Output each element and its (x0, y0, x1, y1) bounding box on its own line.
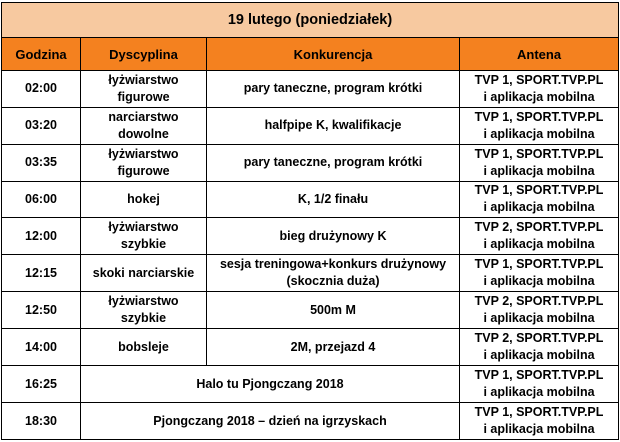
channel-cell (460, 218, 619, 255)
event-cell (207, 107, 460, 144)
table-row (2, 218, 619, 255)
cell-line: szybkie (120, 237, 167, 252)
cell-line: TVP 1, SPORT.TVP.PL (474, 368, 604, 383)
cell-line: TVP 1, SPORT.TVP.PL (474, 72, 604, 87)
channel-cell (460, 144, 619, 181)
table-row (2, 70, 619, 107)
cell-line: łyżwiarstwo (108, 72, 179, 87)
event-cell (207, 181, 460, 218)
time-cell: 14:00 (2, 329, 81, 366)
discipline-cell (81, 292, 207, 329)
cell-line: TVP 2, SPORT.TVP.PL (474, 294, 604, 309)
time-cell: 12:00 (2, 218, 81, 255)
channel-cell (460, 366, 619, 403)
header-discipline: Dyscyplina (81, 38, 207, 70)
cell-line: 2M, przejazd 4 (290, 339, 376, 354)
time-cell: 02:00 (2, 70, 81, 107)
cell-line: skoki narciarskie (92, 265, 195, 280)
cell-line: łyżwiarstwo (108, 146, 179, 161)
event-cell (207, 255, 460, 292)
cell-line: łyżwiarstwo (108, 220, 179, 235)
cell-line: 500m M (310, 302, 356, 317)
discipline-cell (81, 329, 207, 366)
cell-line: łyżwiarstwo (108, 294, 179, 309)
cell-line: halfpipe K, kwalifikacje (264, 118, 402, 133)
time-cell: 16:25 (2, 366, 81, 403)
time-cell: 18:30 (2, 403, 81, 440)
cell-line: i aplikacja mobilna (483, 237, 595, 252)
cell-line: i aplikacja mobilna (483, 348, 595, 363)
title-row (2, 3, 619, 38)
table-row (2, 144, 619, 181)
discipline-cell (81, 218, 207, 255)
schedule-body (2, 3, 619, 440)
time-cell: 03:20 (2, 107, 81, 144)
schedule-table (1, 2, 619, 440)
page-title: 19 lutego (poniedziałek) (2, 3, 619, 38)
channel-cell (460, 181, 619, 218)
discipline-cell (81, 255, 207, 292)
cell-line: szybkie (120, 311, 167, 326)
table-row (2, 329, 619, 366)
cell-line: figurowe (117, 89, 170, 104)
cell-line: i aplikacja mobilna (483, 311, 595, 326)
discipline-cell (81, 144, 207, 181)
table-row (2, 292, 619, 329)
time-cell: 12:15 (2, 255, 81, 292)
event-cell (207, 218, 460, 255)
cell-line: K, 1/2 finału (297, 191, 369, 206)
cell-line: TVP 1, SPORT.TVP.PL (474, 146, 604, 161)
table-row (2, 107, 619, 144)
time-cell: 12:50 (2, 292, 81, 329)
channel-cell (460, 329, 619, 366)
table-row (2, 366, 619, 403)
cell-line: i aplikacja mobilna (483, 422, 595, 437)
cell-line: pary taneczne, program krótki (243, 81, 423, 96)
discipline-cell (81, 181, 207, 218)
cell-line: TVP 1, SPORT.TVP.PL (474, 109, 604, 124)
cell-line: TVP 2, SPORT.TVP.PL (474, 220, 604, 235)
cell-line: i aplikacja mobilna (483, 385, 595, 400)
channel-cell (460, 107, 619, 144)
channel-cell (460, 70, 619, 107)
cell-line: i aplikacja mobilna (483, 200, 595, 215)
table-row (2, 255, 619, 292)
table-row (2, 181, 619, 218)
cell-line: narciarstwo (108, 109, 179, 124)
cell-line: i aplikacja mobilna (483, 163, 595, 178)
event-cell (207, 70, 460, 107)
channel-cell (460, 255, 619, 292)
program-cell: Pjongczang 2018 – dzień na igrzyskach (81, 403, 460, 440)
channel-cell (460, 292, 619, 329)
cell-line: bieg drużynowy K (279, 228, 387, 243)
header-time: Godzina (2, 38, 81, 70)
cell-line: TVP 1, SPORT.TVP.PL (474, 183, 604, 198)
discipline-cell (81, 70, 207, 107)
cell-line: i aplikacja mobilna (483, 89, 595, 104)
event-cell (207, 329, 460, 366)
discipline-cell (81, 107, 207, 144)
header-event: Konkurencja (207, 38, 460, 70)
cell-line: TVP 1, SPORT.TVP.PL (474, 257, 604, 272)
cell-line: i aplikacja mobilna (483, 126, 595, 141)
cell-line: bobsleje (118, 339, 169, 354)
cell-line: hokej (127, 191, 160, 206)
cell-line: pary taneczne, program krótki (243, 155, 423, 170)
time-cell: 06:00 (2, 181, 81, 218)
cell-line: TVP 2, SPORT.TVP.PL (474, 331, 604, 346)
event-cell (207, 144, 460, 181)
table-row (2, 403, 619, 440)
header-row (2, 38, 619, 70)
cell-line: TVP 1, SPORT.TVP.PL (474, 405, 604, 420)
header-channel: Antena (460, 38, 619, 70)
cell-line: i aplikacja mobilna (483, 274, 595, 289)
cell-line: figurowe (117, 163, 170, 178)
event-cell (207, 292, 460, 329)
channel-cell (460, 403, 619, 440)
cell-line: (skocznia duża) (286, 274, 380, 289)
cell-line: sesja treningowa+konkurs drużynowy (219, 257, 447, 272)
time-cell: 03:35 (2, 144, 81, 181)
cell-line: dowolne (118, 126, 169, 141)
program-cell: Halo tu Pjongczang 2018 (81, 366, 460, 403)
